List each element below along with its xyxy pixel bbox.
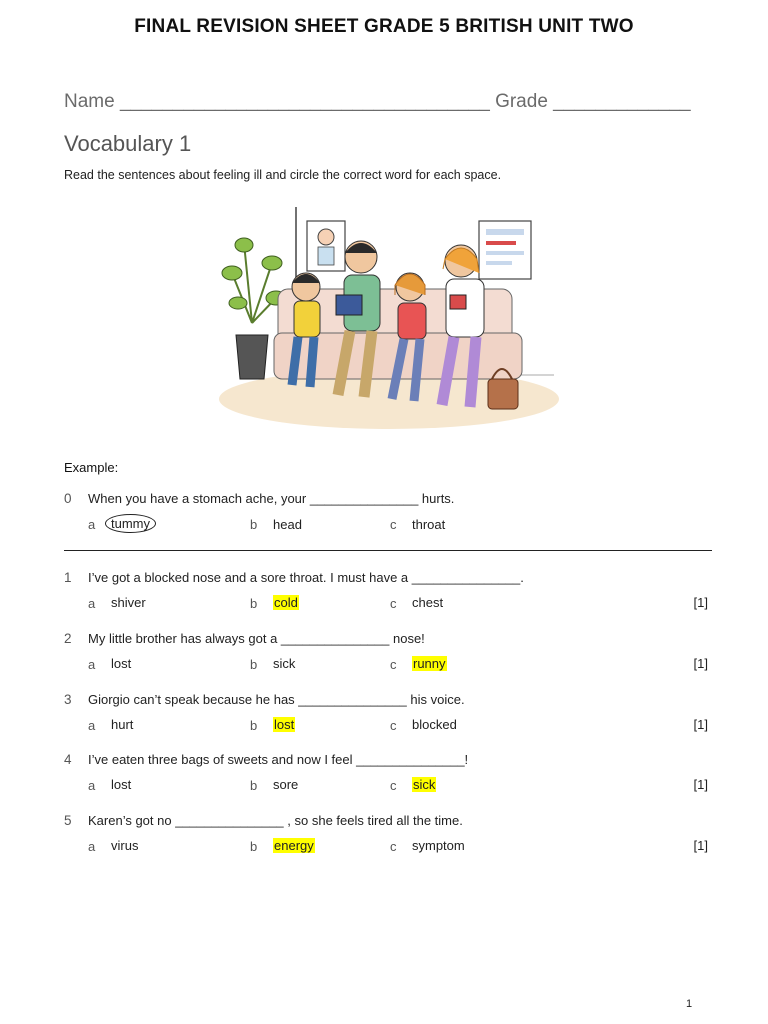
option-word[interactable]	[111, 516, 156, 531]
option-word[interactable]: lost	[111, 777, 132, 792]
question-number: 3	[64, 692, 72, 707]
option-word[interactable]: hurt	[111, 717, 134, 732]
option-word[interactable]: lost	[111, 656, 132, 671]
option-word-highlighted[interactable]: cold	[274, 595, 298, 610]
option-word-highlighted[interactable]: lost	[274, 717, 295, 732]
option-letter: b	[250, 657, 258, 672]
option-letter: a	[88, 517, 96, 532]
option-word-highlighted[interactable]: sick	[413, 777, 436, 792]
question-text: I’ve got a blocked nose and a sore throat. I must have a _______________.	[88, 570, 524, 585]
mark-value: [1]	[693, 838, 708, 853]
option-letter: a	[88, 657, 96, 672]
circled-answer: tummy	[105, 514, 156, 533]
mark-value: [1]	[693, 595, 708, 610]
option-word-highlighted[interactable]: energy	[274, 838, 314, 853]
option-word[interactable]: symptom	[412, 838, 465, 853]
option-word[interactable]: sick	[273, 656, 296, 671]
option-word[interactable]: throat	[412, 517, 446, 532]
divider-line	[64, 550, 712, 551]
page-number: 1	[686, 998, 693, 1010]
question-number: 0	[64, 491, 72, 506]
question-number: 4	[64, 752, 72, 767]
option-word[interactable]: blocked	[412, 717, 457, 732]
option-letter: b	[250, 839, 258, 854]
option-word-highlighted[interactable]: runny	[413, 656, 446, 671]
option-letter: b	[250, 596, 258, 611]
option-word[interactable]: shiver	[111, 595, 146, 610]
option-letter: b	[250, 778, 258, 793]
question-number: 1	[64, 570, 72, 585]
option-letter: c	[390, 839, 397, 854]
option-letter: c	[390, 657, 397, 672]
question-text: My little brother has always got a _______________ nose!	[88, 631, 425, 646]
mark-value: [1]	[693, 656, 708, 671]
example-label: Example:	[64, 460, 119, 475]
option-letter: c	[390, 718, 397, 733]
question-text: Giorgio can’t speak because he has _______________ his voice.	[88, 692, 465, 707]
option-letter: a	[88, 839, 96, 854]
question-text: When you have a stomach ache, your _______________ hurts.	[88, 491, 455, 506]
name-grade-line: Name ___________________________________ Grade _____________	[64, 91, 691, 112]
option-word[interactable]: virus	[111, 838, 139, 853]
option-letter: a	[88, 778, 96, 793]
option-word[interactable]: sore	[273, 777, 299, 792]
question-number: 2	[64, 631, 72, 646]
question-number: 5	[64, 813, 72, 828]
option-word[interactable]: head	[273, 517, 302, 532]
page-title: FINAL REVISION SHEET GRADE 5 BRITISH UNIT TWO	[134, 16, 634, 37]
mark-value: [1]	[693, 777, 708, 792]
waiting-room-illustration	[214, 203, 560, 435]
mark-value: [1]	[693, 717, 708, 732]
question-text: I’ve eaten three bags of sweets and now I feel _______________!	[88, 752, 469, 767]
option-letter: c	[390, 778, 397, 793]
option-letter: a	[88, 596, 96, 611]
option-letter: c	[390, 596, 397, 611]
option-letter: b	[250, 718, 258, 733]
option-word[interactable]: chest	[412, 595, 444, 610]
option-letter: a	[88, 718, 96, 733]
option-letter: c	[390, 517, 397, 532]
instructions: Read the sentences about feeling ill and circle the correct word for each space.	[64, 168, 502, 182]
question-text: Karen’s got no _______________ , so she feels tired all the time.	[88, 813, 463, 828]
section-title: Vocabulary 1	[64, 131, 192, 156]
option-letter: b	[250, 517, 258, 532]
